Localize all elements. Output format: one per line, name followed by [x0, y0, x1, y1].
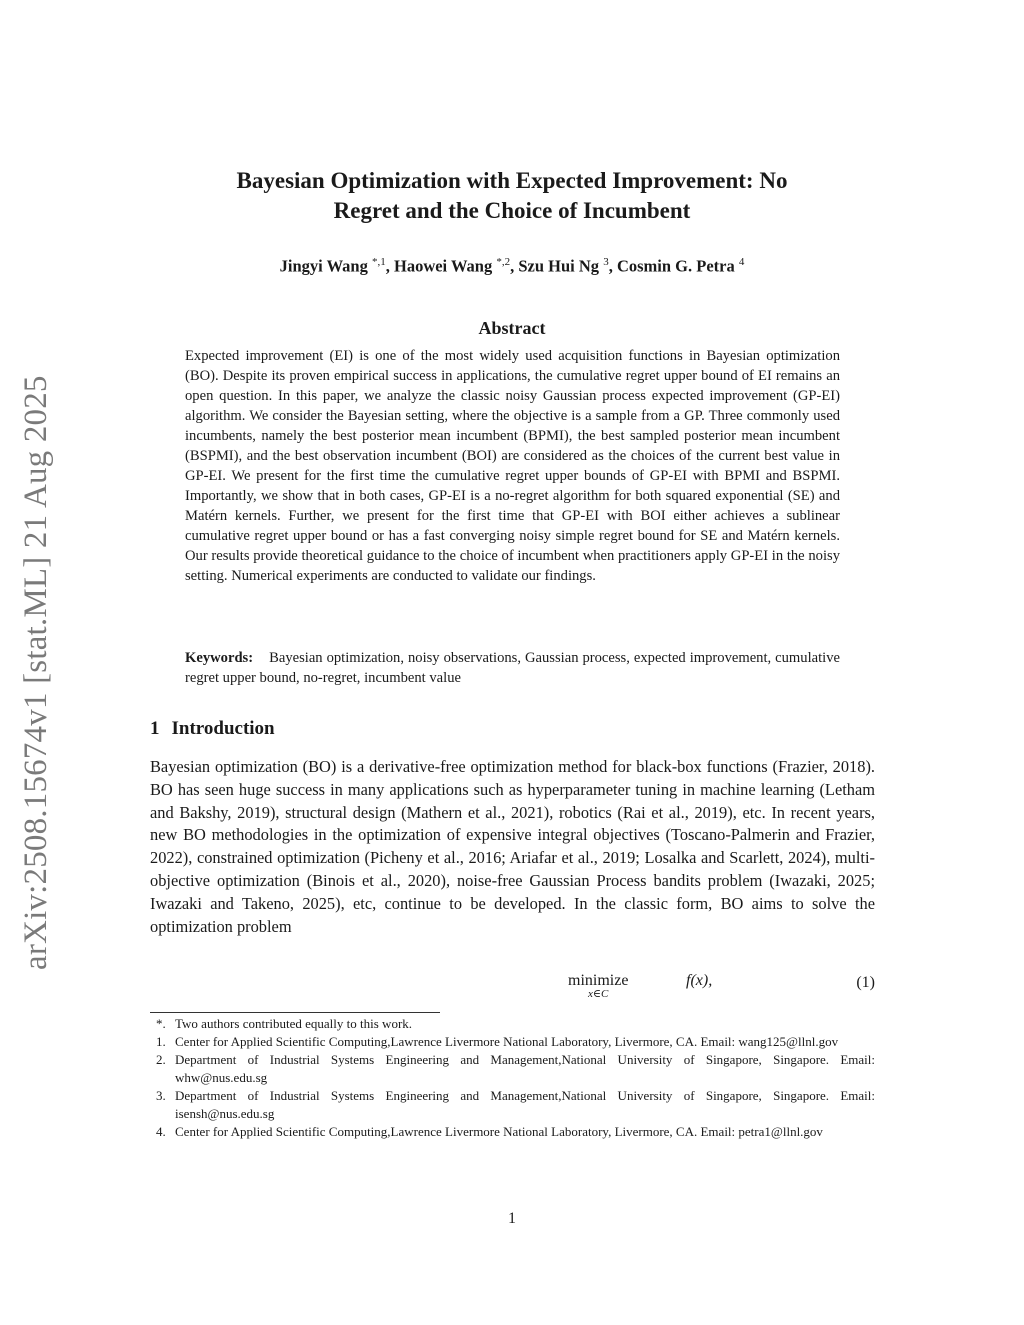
equation-minimize: minimize [568, 972, 629, 989]
keywords-list: Bayesian optimization, noisy observations, Gaussian process, expected improvement, cumulative regret upper bound, no-regret, incumbent value [185, 650, 840, 686]
equation-subscript: x∈C [588, 988, 609, 1000]
footnote-text: Department of Industrial Systems Engineering and Management,National University of Singapore, Singapore. Email: isensh@nus.edu.sg [175, 1088, 875, 1121]
footnote-mark: 4. [156, 1124, 166, 1139]
title-line-2: Regret and the Choice of Incumbent [333, 198, 691, 223]
page-number: 1 [508, 1210, 516, 1227]
equation-1 [150, 970, 875, 1010]
footnote [150, 1051, 875, 1087]
footnote-text: Center for Applied Scientific Computing,Lawrence Livermore National Laboratory, Livermore, CA. Email: wang125@llnl.gov [175, 1034, 839, 1049]
abstract-body: Expected improvement (EI) is one of the most widely used acquisition functions in Bayesian optimization (BO). Despite its proven empirical success in applications, the cumulative regret upper bound of EI remains an open question. In this paper, we analyze the classic noisy Gaussian process expected improvement (GP-EI) algorithm. We consider the Bayesian setting, where the objective is a sample from a GP. Three commonly used incumbents, namely the best posterior mean incumbent (BPMI), the best sampled posterior mean incumbent (BSPMI), and the best observation incumbent (BOI) are considered as the choices of the current best value in GP-EI. We present for the first time the cumulative regret upper bounds of GP-EI with BPMI and BSPMI. Importantly, we show that in both cases, GP-EI is a no-regret algorithm for both squared exponential (SE) and Matérn kernels. Further, we present for the first time that GP-EI with BOI either achieves a sublinear cumulative regret upper bound or has a fast converging noisy simple regret bound for SE and Matérn kernels. Our results provide theoretical guidance to the choice of incumbent when practitioners apply GP-EI in the noisy setting. Numerical experiments are conducted to validate our findings. [185, 348, 840, 584]
author-name: Cosmin G. Petra [616, 256, 735, 276]
keywords [185, 648, 840, 688]
section-number: 1 [150, 718, 160, 739]
footnote-mark: 2. [156, 1052, 166, 1067]
author-list: Jingyi Wang $^{*,1}$, Haowei Wang $^{*,2}$, Szu Hui Ng $^3$, Cosmin G. Petra $^4$ [279, 256, 745, 276]
author-name: Jingyi Wang [279, 256, 368, 276]
footnote [150, 1015, 875, 1033]
footnote-rule [150, 1012, 440, 1013]
title-line-1: Bayesian Optimization with Expected Improvement: No [236, 168, 788, 193]
footnote-text: Two authors contributed equally to this work. [175, 1016, 413, 1031]
footnote-text: Department of Industrial Systems Engineering and Management,National University of Singapore, Singapore. Email: whw@nus.edu.sg [175, 1052, 875, 1085]
paper-title [150, 166, 874, 226]
author-name: Szu Hui Ng [518, 256, 600, 276]
footnote-mark: 3. [156, 1088, 166, 1103]
footnote-mark: *. [156, 1016, 166, 1031]
author-affiliation-mark: 4 [738, 256, 745, 268]
author-affiliation-mark: 3 [603, 256, 609, 268]
equation-number: (1) [856, 974, 875, 991]
footnote [150, 1033, 875, 1051]
section-heading [150, 718, 275, 740]
equation-operator [568, 972, 628, 1000]
keywords-label: Keywords: [185, 650, 254, 666]
footnote [150, 1087, 875, 1123]
equation-body: f(x), [686, 972, 713, 989]
author-affiliation-mark: *,2 [496, 256, 511, 268]
footnote-text: Center for Applied Scientific Computing,Lawrence Livermore National Laboratory, Livermore, CA. Email: petra1@llnl.gov [175, 1124, 823, 1139]
section-title: Introduction [171, 718, 275, 739]
footnotes [150, 1015, 875, 1141]
introduction-paragraph: Bayesian optimization (BO) is a derivative-free optimization method for black-box functions (Frazier, 2018). BO has seen huge success in many applications such as hyperparameter tuning in machine learning (Letham and Bakshy, 2019), structural design (Mathern et al., 2021), robotics (Rai et al., 2019), etc. In recent years, new BO methodologies in the optimization of expensive integral objectives (Toscano-Palmerin and Frazier, 2022), constrained optimization (Picheny et al., 2016; Ariafar et al., 2019; Losalka and Scarlett, 2024), multi-objective optimization (Binois et al., 2020), noise-free Gaussian Process bandits problem (Iwazaki, 2025; Iwazaki and Takeno, 2025), etc, continue to be developed. In the classic form, BO aims to solve the optimization problem [150, 757, 875, 936]
arxiv-identifier: arXiv:2508.15674v1 [stat.ML] 21 Aug 2025 [18, 375, 54, 970]
author-name: Haowei Wang [393, 256, 493, 276]
footnote [150, 1123, 875, 1141]
footnote-mark: 1. [156, 1034, 166, 1049]
abstract-heading: Abstract [478, 318, 546, 338]
author-affiliation-mark: *,1 [371, 256, 386, 268]
